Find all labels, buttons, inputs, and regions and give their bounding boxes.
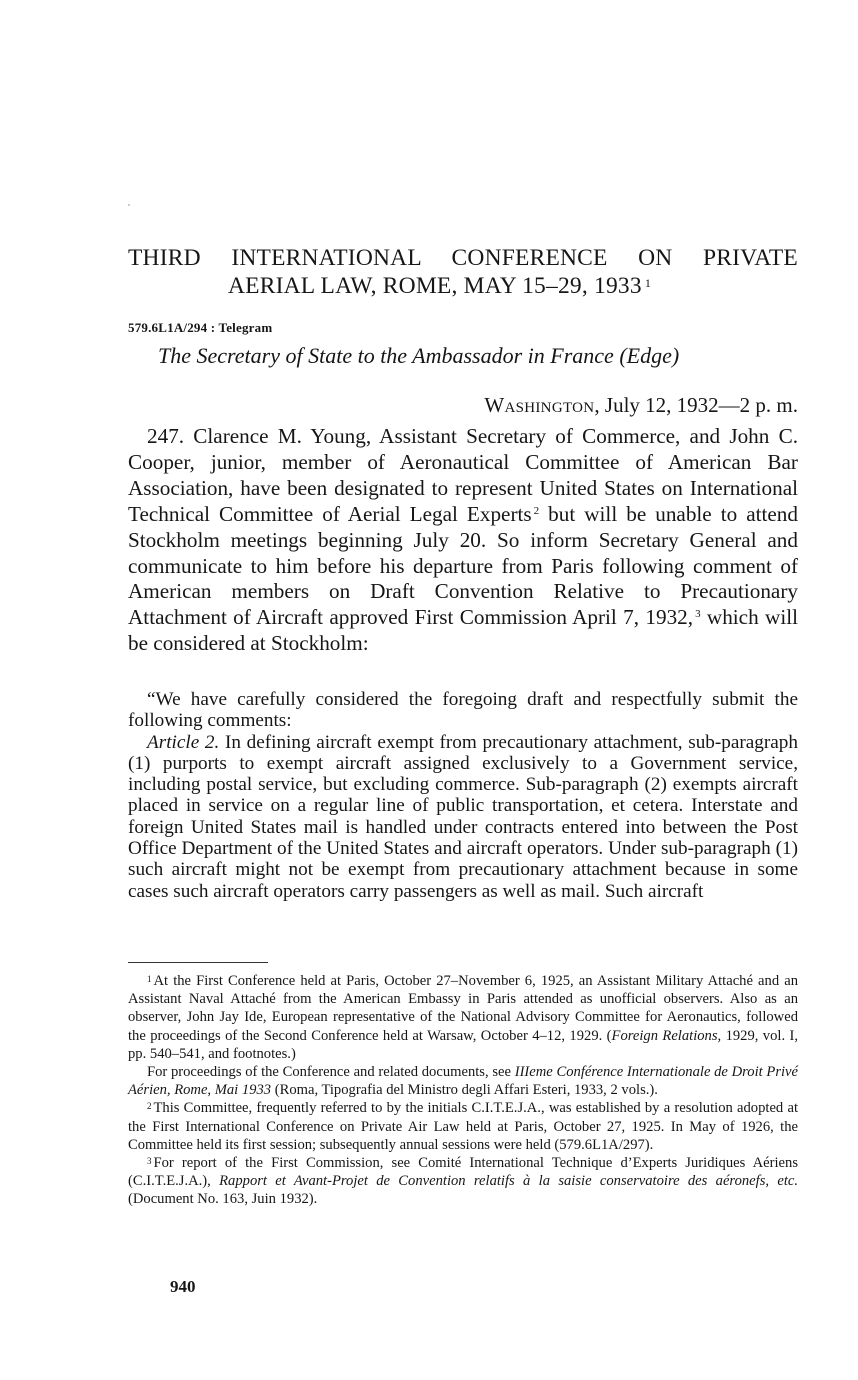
body-part-3: which will be considered at Stockholm: <box>128 605 798 656</box>
footnote-divider <box>128 962 268 963</box>
footnote-1-citation: Foreign Relations, <box>611 1027 722 1044</box>
footnote-3-text-end: (Document No. 163, Juin 1932). <box>128 1191 318 1208</box>
footnote-1b-text-end: (Roma, Tipografia del Ministro degli Affari Esteri, 1933, 2 vols.). <box>271 1082 658 1099</box>
footnote-1 <box>128 972 798 1063</box>
article-text: In defining aircraft exempt from precautionary attachment, sub-paragraph (1) purports to exempt aircraft assigned exclusively to a Government service, including postal service, but excluding commerce. Sub-paragraph (2) exempts aircraft placed in service on a regular line of public transportation, et cetera. Interstate and foreign United States mail is handled under contracts entered into between the Post Office Department of the United States and aircraft operators. Under sub-paragraph (1) such aircraft might not be exempt from precautionary attachment because in some cases such aircraft operators carry passengers as well as mail. Such aircraft <box>128 731 798 902</box>
scan-speck <box>128 204 130 206</box>
footnote-2-text: This Committee, frequently referred to by the initials C.I.T.E.J.A., was established by a resolution adopted at the First International Conference on Private Air Law held at Paris, October 27, 1925. In May of 1926, the Committee held its first session; subsequently annual sessions were held (579.6L1A/297). <box>128 1100 798 1153</box>
footnote-1-continued <box>128 1063 798 1099</box>
title-line-2-text: AERIAL LAW, ROME, MAY 15–29, 1933 <box>228 273 642 299</box>
footnote-2 <box>128 1099 798 1154</box>
footnote-1-text: At the First Conference held at Paris, October 27–November 6, 1925, an Assistant Military Attaché and an Assistant Naval Attaché from the American Embassy in Paris attended as unofficial observers. Also as an observer, John Jay Ide, European representative of the National Advisory Committee for Aeronautics, followed the proceedings of the Second Conference held at Warsaw, October 4–12, 1929. ( <box>128 973 798 1044</box>
file-number: 579.6L1A/294 : Telegram <box>128 320 273 335</box>
quote-paragraph-1: “We have carefully considered the foregoing draft and respectfully submit the following comments: <box>128 689 798 732</box>
footnote-2-number: 2 <box>147 1101 152 1112</box>
footnote-1b-text: For proceedings of the Conference and related documents, see <box>147 1064 515 1081</box>
document-heading: The Secretary of State to the Ambassador in France (Edge) <box>158 343 680 368</box>
article-label: Article 2. <box>147 731 220 753</box>
title-line-2 <box>128 272 798 300</box>
quoted-comment <box>128 689 798 902</box>
page-title <box>128 244 798 300</box>
body-part-2: but will be unable to attend Stockholm meetings beginning July 20. So inform Secretary General and communicate to him before his departure from Paris following comment of American members on Draft Convention Relative to Precautionary Attachment of Aircraft approved First Commission April 7, 1932, <box>128 501 798 630</box>
footnote-1-number: 1 <box>147 974 152 984</box>
page-number: 940 <box>170 1277 196 1296</box>
title-footnote-ref: 1 <box>644 276 652 290</box>
footnote-1b-citation: IIIeme Conférence Internationale de Droit Privé Aérien, Rome, Mai 1933 <box>128 1064 799 1099</box>
footnote-ref-3: 3 <box>695 608 701 621</box>
dateline <box>484 393 798 418</box>
footnote-3-text: For report of the First Commission, see Comité International Technique d’Experts Juridiques Aériens (C.I.T.E.J.A.), <box>128 1155 798 1190</box>
footnote-3 <box>128 1154 798 1209</box>
footnote-1-text-end: 1929, vol. I, pp. 540–541, and footnotes.) <box>128 1027 799 1062</box>
quote-paragraph-2 <box>128 732 798 902</box>
footnotes <box>128 972 798 1209</box>
footnote-3-number: 3 <box>147 1156 152 1167</box>
dateline-date: , July 12, 1932—2 p. m. <box>594 393 798 417</box>
dateline-place: Washington <box>484 393 595 417</box>
telegram-body <box>128 424 798 657</box>
footnote-3-citation: Rapport et Avant-Projet de Convention relatifs à la saisie conservatoire des aéronefs, etc. <box>219 1173 798 1190</box>
footnote-ref-2: 2 <box>533 504 540 517</box>
title-line-1: THIRD INTERNATIONAL CONFERENCE ON PRIVATE <box>128 245 798 271</box>
body-part-1: 247. Clarence M. Young, Assistant Secretary of Commerce, and John C. Cooper, junior, member of Aeronautical Committee of American Bar Association, have been designated to represent United States on International Technical Committee of Aerial Legal Experts <box>128 424 798 526</box>
